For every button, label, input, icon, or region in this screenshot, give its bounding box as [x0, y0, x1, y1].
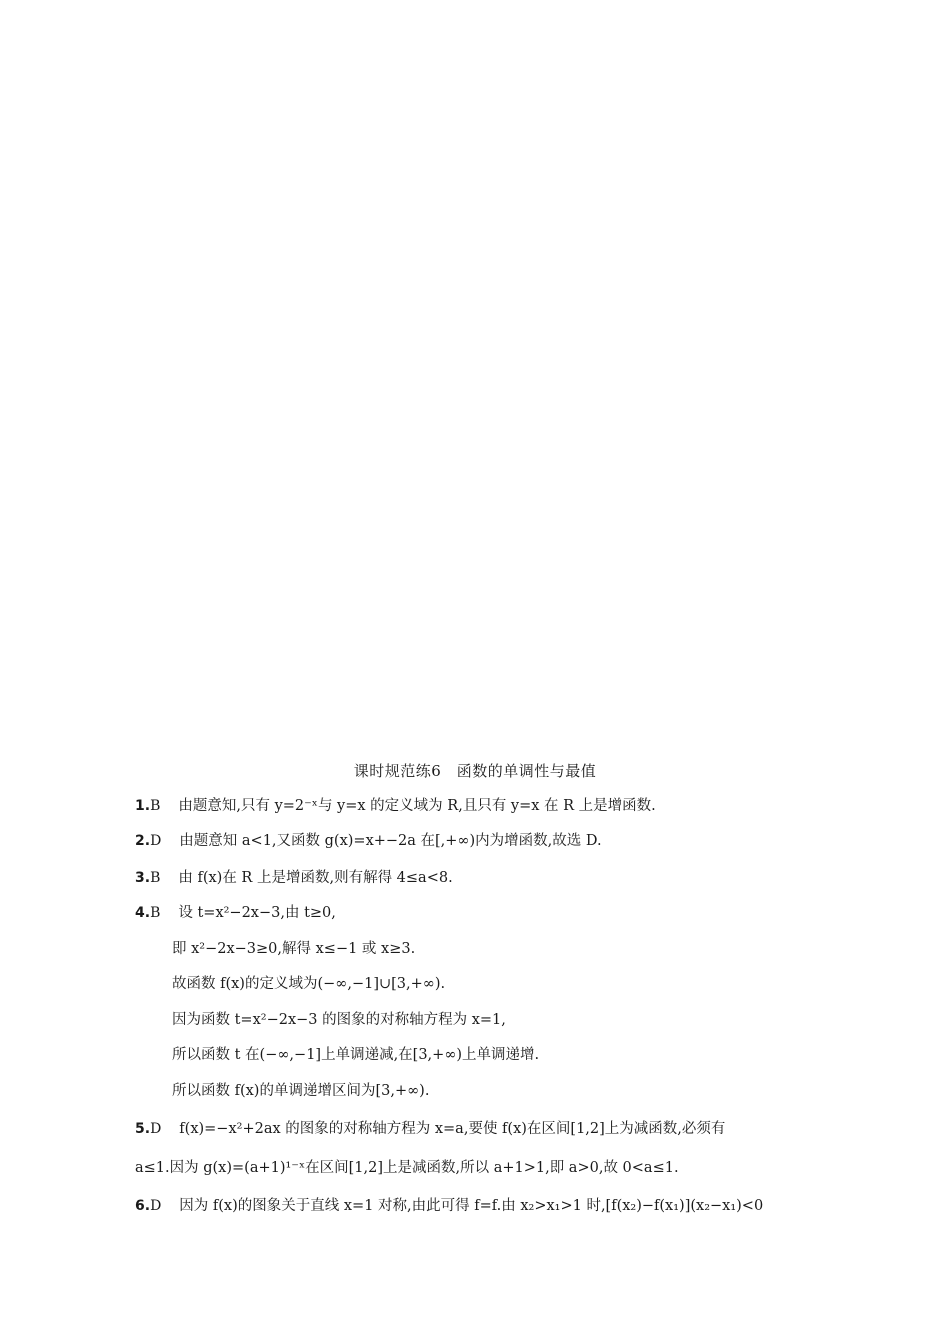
item-number: 4. [135, 905, 151, 921]
item-line: 所以函数 t 在(−∞,−1]上单调递减,在[3,+∞)上单调递增. [172, 1047, 540, 1063]
item-answer: B [150, 870, 161, 886]
item-line: 由题意知 a<1,又函数 g(x)=x+−2a 在[,+∞)内为增函数,故选 D. [179, 833, 602, 849]
item-line: 因为函数 t=x²−2x−3 的图象的对称轴方程为 x=1, [172, 1012, 506, 1028]
item-4 [135, 903, 336, 923]
item-number: 5. [135, 1121, 151, 1137]
item-number: 1. [135, 798, 151, 814]
item-number: 3. [135, 870, 151, 886]
item-answer: D [150, 833, 162, 849]
item-1 [135, 796, 656, 816]
item-answer: D [150, 1121, 162, 1137]
item-3 [135, 868, 453, 888]
item-number: 6. [135, 1198, 151, 1214]
item-answer: B [150, 905, 161, 921]
item-line: 由题意知,只有 y=2⁻ˣ与 y=x 的定义域为 R,且只有 y=x 在 R 上是增函数. [178, 798, 656, 814]
item-line: 由 f(x)在 R 上是增函数,则有解得 4≤a<8. [178, 870, 453, 886]
item-line: 因为 f(x)的图象关于直线 x=1 对称,由此可得 f=f.由 x₂>x₁>1 时,[f(x₂)−f(x₁)](x₂−x₁)<0 [179, 1198, 764, 1214]
item-line: a≤1.因为 g(x)=(a+1)¹⁻ˣ在区间[1,2]上是减函数,所以 a+1>1,即 a>0,故 0<a≤1. [135, 1160, 679, 1176]
item-line: 所以函数 f(x)的单调递增区间为[3,+∞). [172, 1083, 430, 1099]
item-answer: B [150, 798, 161, 814]
item-5 [135, 1119, 725, 1139]
item-line: f(x)=−x²+2ax 的图象的对称轴方程为 x=a,要使 f(x)在区间[1,2]上为减函数,必须有 [179, 1121, 726, 1137]
item-2 [135, 831, 602, 851]
item-line: 即 x²−2x−3≥0,解得 x≤−1 或 x≥3. [172, 941, 416, 957]
item-number: 2. [135, 833, 151, 849]
item-line: 设 t=x²−2x−3,由 t≥0, [178, 905, 336, 921]
item-line: 故函数 f(x)的定义域为(−∞,−1]∪[3,+∞). [172, 976, 446, 992]
document-title: 课时规范练6 函数的单调性与最值 [353, 762, 597, 780]
item-answer: D [150, 1198, 162, 1214]
item-6 [135, 1196, 763, 1216]
